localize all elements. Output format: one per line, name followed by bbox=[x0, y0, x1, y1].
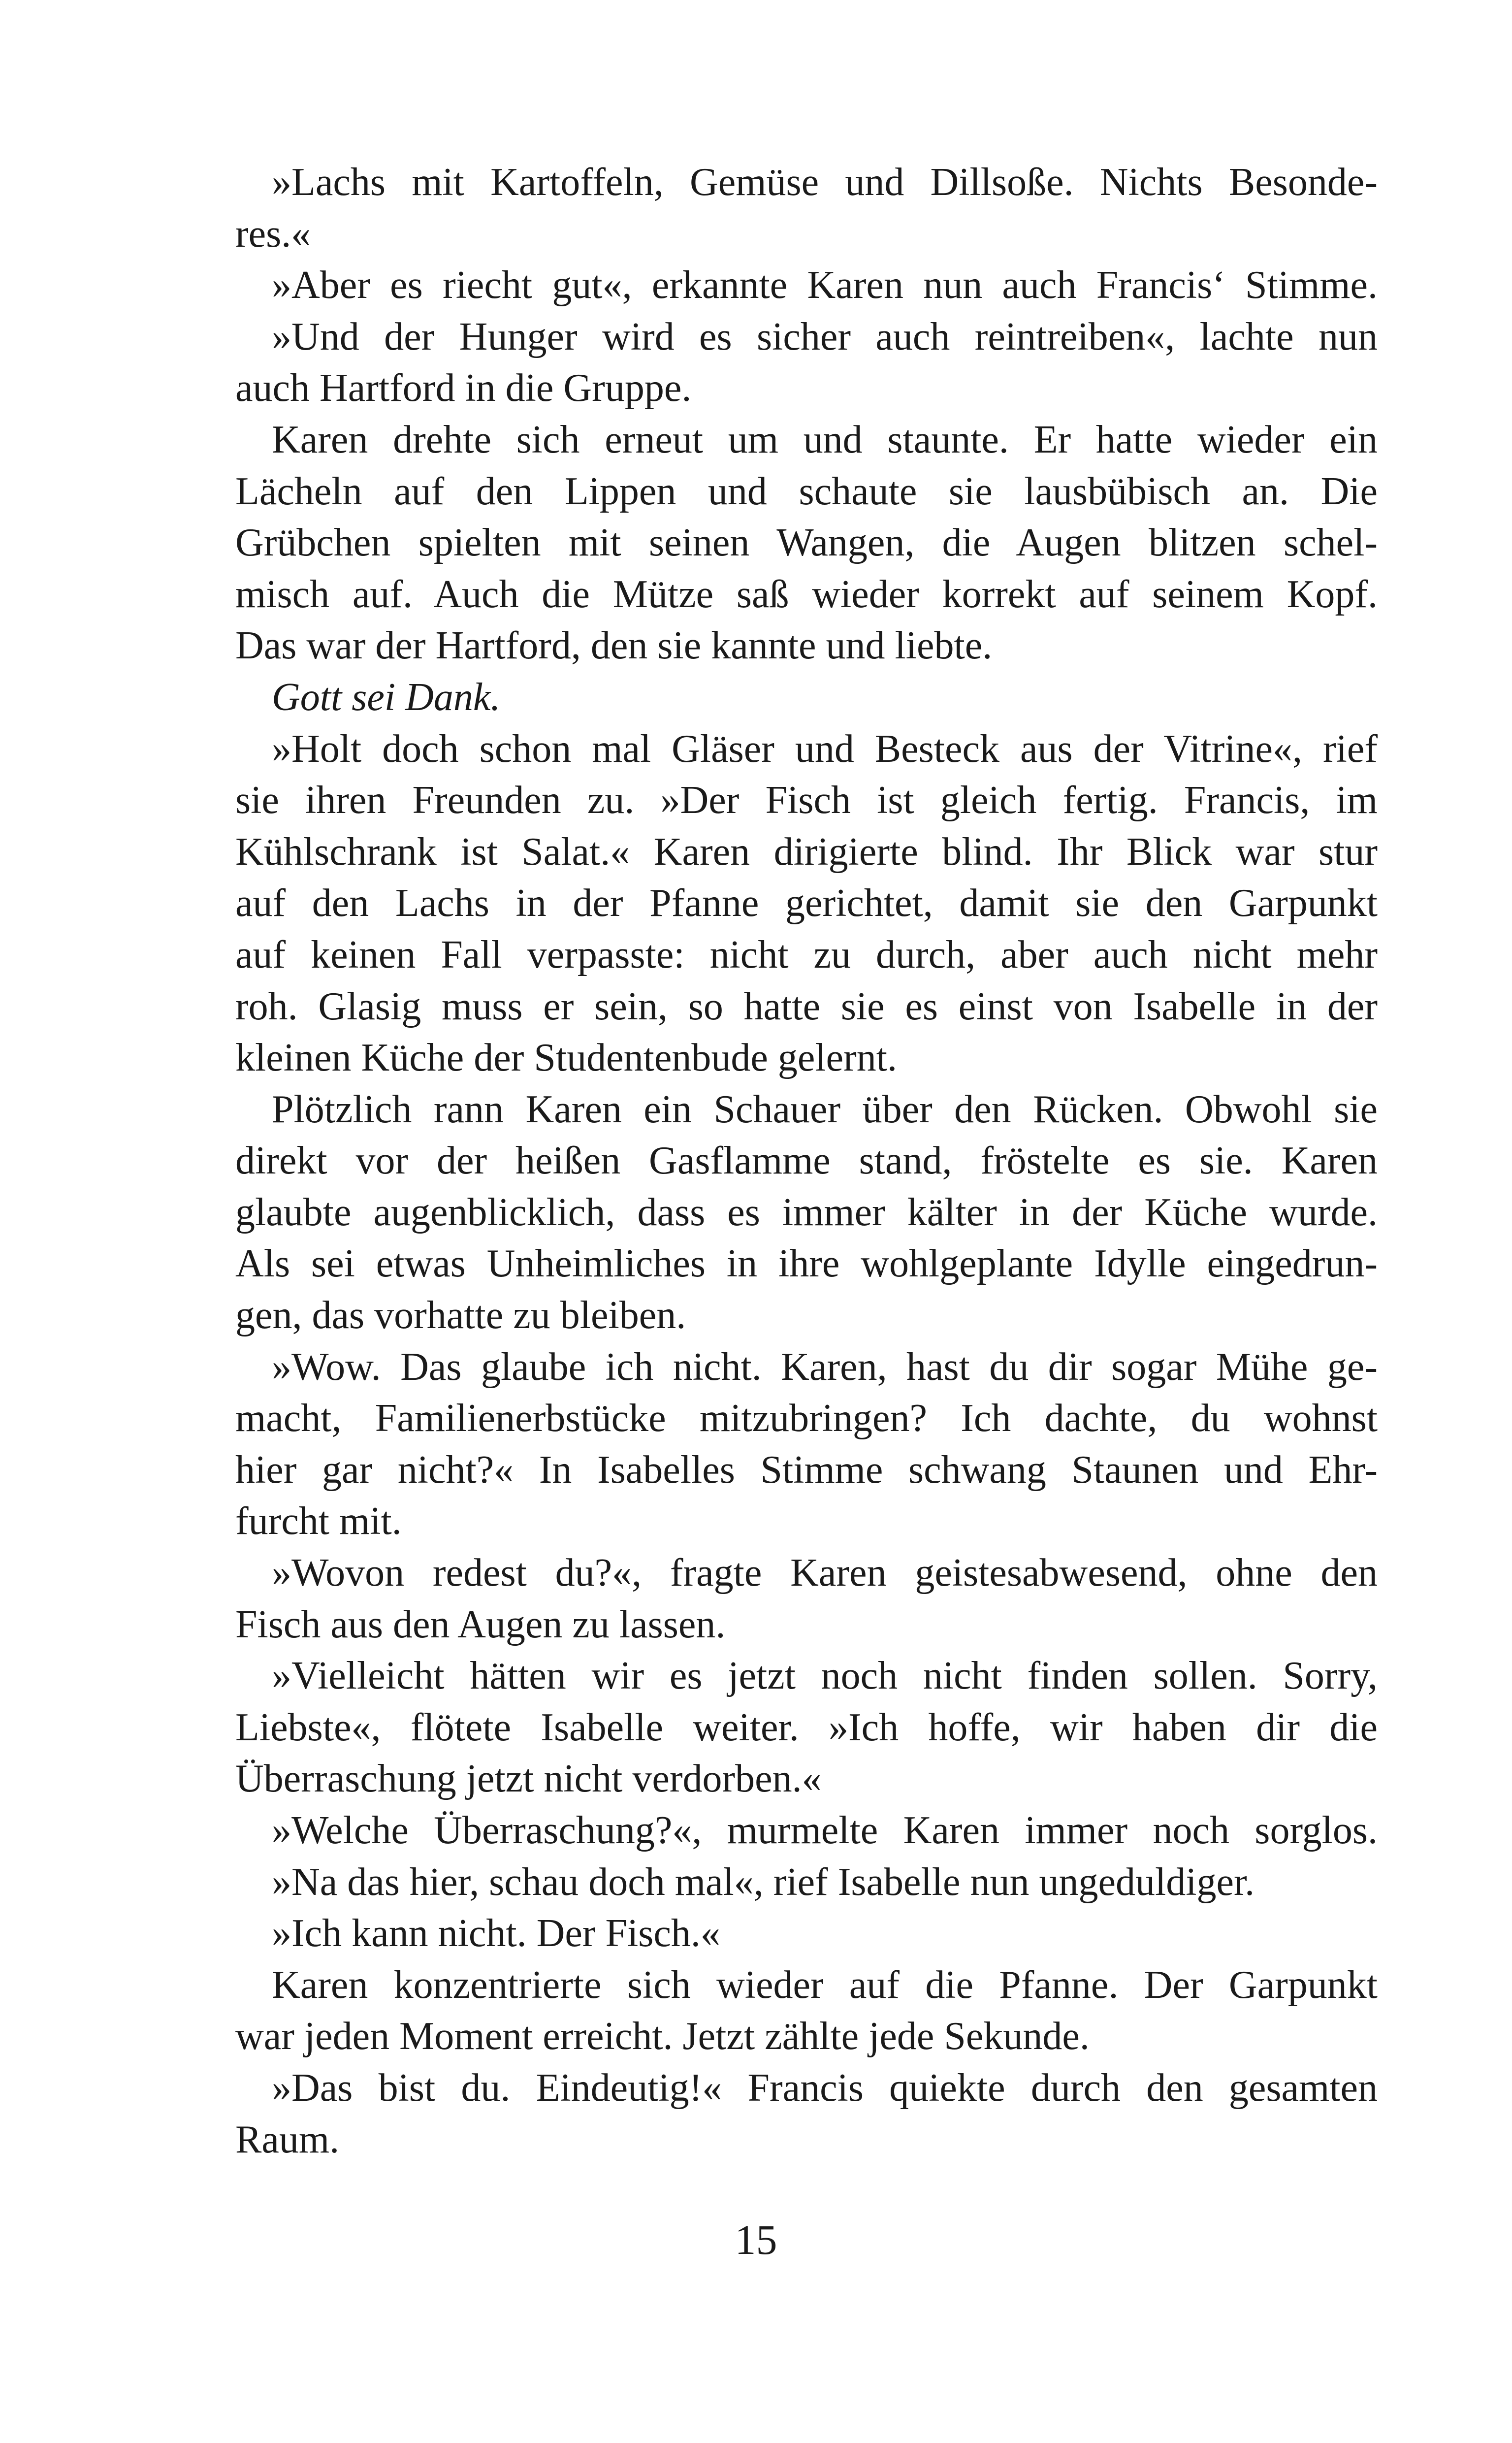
text-line: Das war der Hartford, den sie kannte und liebte. bbox=[235, 624, 993, 668]
text-line: glaubte augenblicklich, dass es immer kälter in der Küche wurde. bbox=[235, 1190, 1378, 1234]
text-line: »Lachs mit Kartoffeln, Gemüse und Dillsoße. Nichts Besonde- bbox=[272, 161, 1378, 204]
text-line: Raum. bbox=[235, 2117, 340, 2161]
text-line: Überraschung jetzt nicht verdorben.« bbox=[235, 1757, 822, 1801]
text-line: Liebste«, flötete Isabelle weiter. »Ich hoffe, wir haben dir die bbox=[235, 1705, 1378, 1749]
text-line: Karen drehte sich erneut um und staunte. Er hatte wieder ein bbox=[272, 418, 1378, 461]
text-line: »Aber es riecht gut«, erkannte Karen nun auch Francis‘ Stimme. bbox=[272, 263, 1378, 307]
text-line: auch Hartford in die Gruppe. bbox=[235, 366, 692, 410]
text-line: »Vielleicht hätten wir es jetzt noch nicht finden sollen. Sorry, bbox=[272, 1654, 1378, 1698]
text-line: »Ich kann nicht. Der Fisch.« bbox=[272, 1912, 720, 1955]
text-line: Plötzlich rann Karen ein Schauer über den Rücken. Obwohl sie bbox=[272, 1087, 1378, 1131]
text-line: furcht mit. bbox=[235, 1499, 402, 1543]
text-line: gen, das vorhatte zu bleiben. bbox=[235, 1294, 686, 1337]
text-line: Fisch aus den Augen zu lassen. bbox=[235, 1602, 726, 1646]
text-line: kleinen Küche der Studentenbude gelernt. bbox=[235, 1036, 897, 1080]
text-line: war jeden Moment erreicht. Jetzt zählte jede Sekunde. bbox=[235, 2015, 1090, 2058]
text-line: »Wovon redest du?«, fragte Karen geistesabwesend, ohne den bbox=[272, 1551, 1378, 1595]
text-line: »Holt doch schon mal Gläser und Besteck aus der Vitrine«, rief bbox=[272, 727, 1378, 771]
text-line: Kühlschrank ist Salat.« Karen dirigierte blind. Ihr Blick war stur bbox=[235, 830, 1378, 874]
text-line: roh. Glasig muss er sein, so hatte sie es einst von Isabelle in der bbox=[235, 984, 1378, 1028]
text-line: »Na das hier, schau doch mal«, rief Isabelle nun ungeduldiger. bbox=[272, 1860, 1255, 1904]
text-line: »Wow. Das glaube ich nicht. Karen, hast du dir sogar Mühe ge- bbox=[272, 1345, 1378, 1389]
text-line: misch auf. Auch die Mütze saß wieder korrekt auf seinem Kopf. bbox=[235, 572, 1378, 616]
text-line: »Welche Überraschung?«, murmelte Karen immer noch sorglos. bbox=[272, 1809, 1378, 1852]
page-number: 15 bbox=[735, 2216, 777, 2263]
text-line: auf den Lachs in der Pfanne gerichtet, damit sie den Garpunkt bbox=[235, 881, 1378, 925]
body-text bbox=[235, 157, 1378, 2165]
text-line: sie ihren Freunden zu. »Der Fisch ist gleich fertig. Francis, im bbox=[235, 779, 1378, 822]
text-line: »Und der Hunger wird es sicher auch reintreiben«, lachte nun bbox=[272, 315, 1378, 358]
text-line-italic: Gott sei Dank. bbox=[272, 675, 501, 719]
text-line: Karen konzentrierte sich wieder auf die Pfanne. Der Garpunkt bbox=[272, 1963, 1378, 2007]
text-line: direkt vor der heißen Gasflamme stand, fröstelte es sie. Karen bbox=[235, 1139, 1378, 1183]
text-line: Grübchen spielten mit seinen Wangen, die Augen blitzen schel- bbox=[235, 521, 1378, 565]
text-line: res.« bbox=[235, 212, 311, 256]
text-line: hier gar nicht?« In Isabelles Stimme schwang Staunen und Ehr- bbox=[235, 1448, 1378, 1492]
text-line: Als sei etwas Unheimliches in ihre wohlgeplante Idylle eingedrun- bbox=[235, 1242, 1378, 1286]
text-line: »Das bist du. Eindeutig!« Francis quiekte durch den gesamten bbox=[272, 2066, 1378, 2110]
text-line: Lächeln auf den Lippen und schaute sie lausbübisch an. Die bbox=[235, 469, 1378, 513]
text-line: auf keinen Fall verpasste: nicht zu durch, aber auch nicht mehr bbox=[235, 933, 1378, 977]
text-line: macht, Familienerbstücke mitzubringen? Ich dachte, du wohnst bbox=[235, 1397, 1378, 1440]
